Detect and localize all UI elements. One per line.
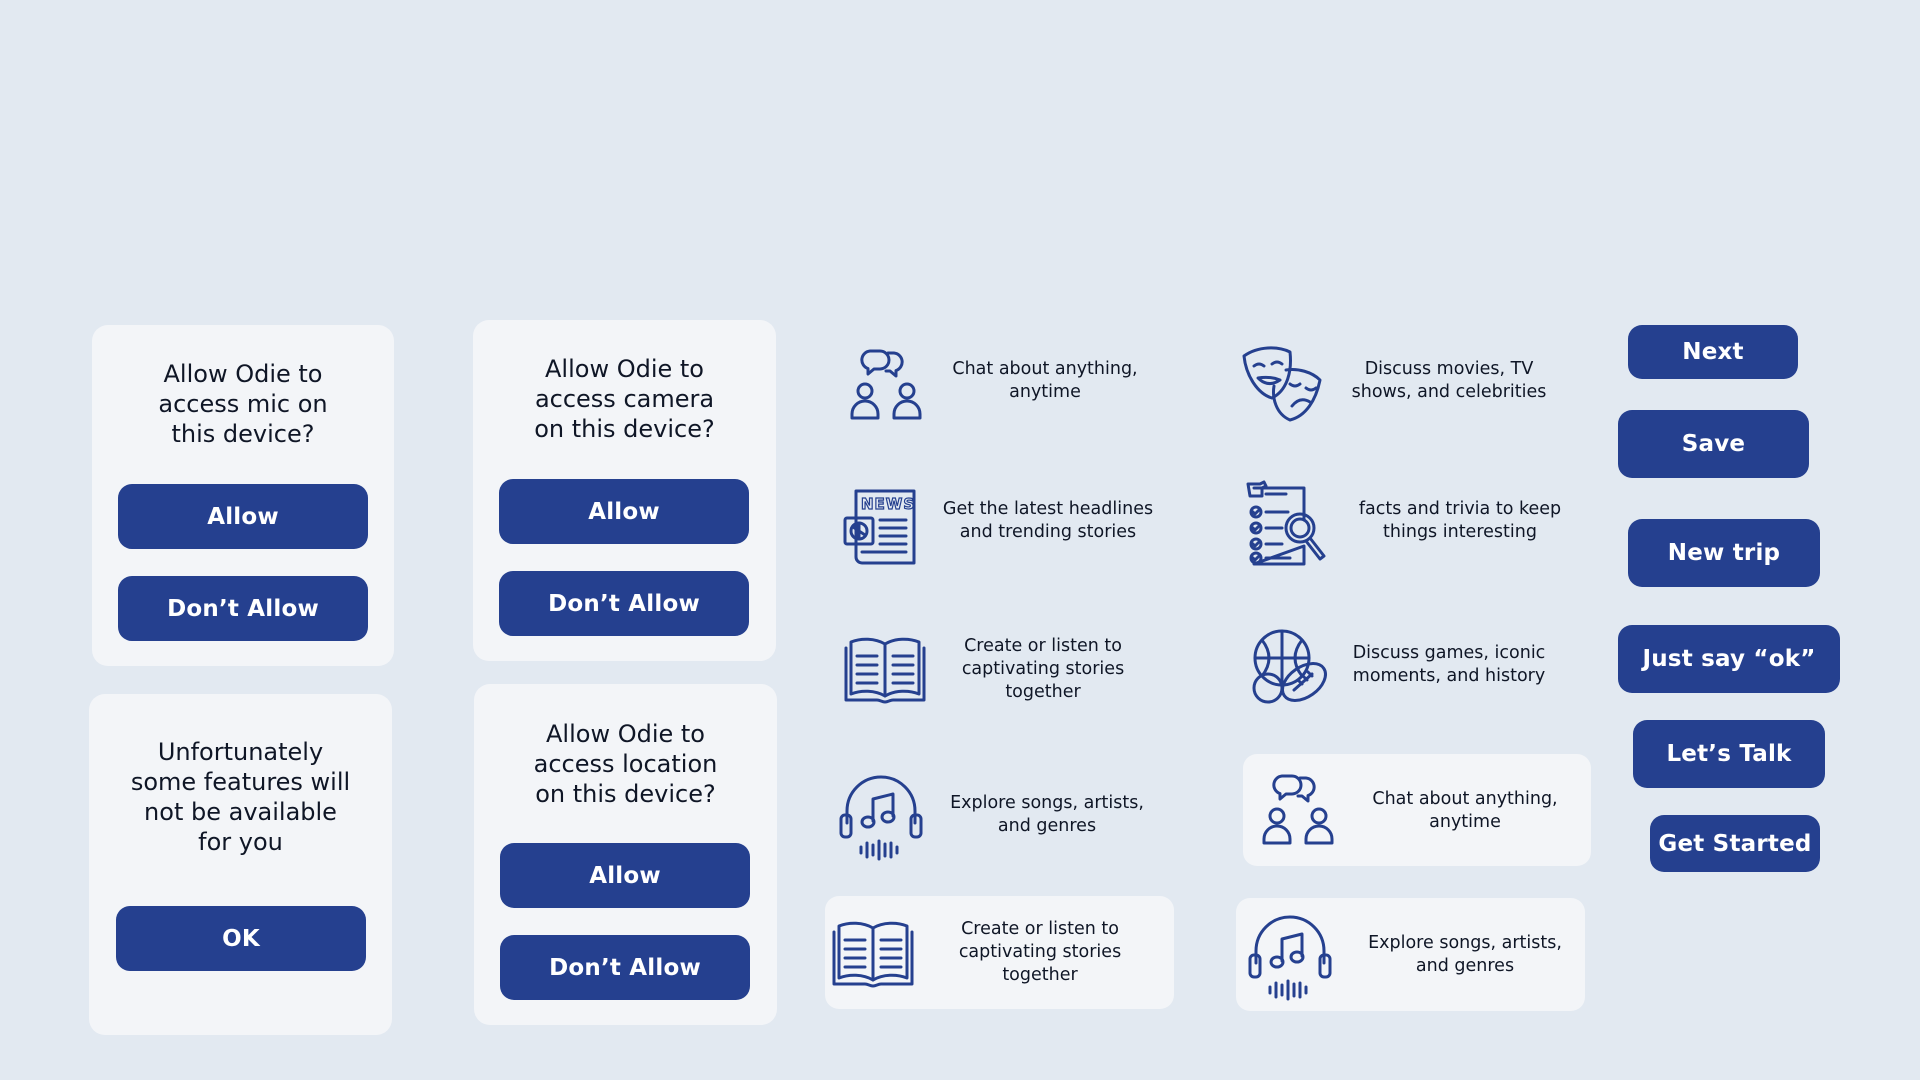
feature-item-trivia [1230,480,1560,580]
camera-dialog-title: Allow Odie to access camera on this device? [534,355,715,443]
feature-text: Create or listen to captivating stories together [958,919,1122,985]
feature-text: Get the latest headlines and trending stories [942,499,1154,542]
next-button[interactable]: Next [1628,325,1798,379]
save-button[interactable]: Save [1618,410,1809,478]
ok-button[interactable]: OK [116,906,366,971]
mic-dont-allow-button[interactable]: Don’t Allow [118,576,368,641]
camera-permission-dialog [473,320,776,661]
location-allow-button[interactable]: Allow [500,843,750,908]
mic-allow-button[interactable]: Allow [118,484,368,549]
features-unavailable-dialog [89,694,392,1035]
svg-text:NEWS: NEWS [861,495,916,513]
feature-text: Discuss games, iconic moments, and history [1352,643,1546,686]
checklist-magnifier-icon [1244,480,1328,572]
camera-dont-allow-button[interactable]: Don’t Allow [499,571,749,636]
feature-text: Explore songs, artists, and genres [1368,933,1562,976]
feature-card-chat [1243,754,1591,866]
feature-text: Chat about anything, anytime [1372,789,1558,832]
music-headphones-icon [1248,913,1332,1001]
mic-dialog-title: Allow Odie to access mic on this device? [158,360,328,448]
feature-item-sports [1230,622,1560,722]
feature-text: facts and trivia to keep things interesting [1358,499,1562,542]
open-book-icon [832,918,914,988]
feature-item-movies [1230,340,1560,440]
just-say-ok-button[interactable]: Just say “ok” [1618,625,1840,693]
camera-allow-button[interactable]: Allow [499,479,749,544]
unavailable-dialog-message: Unfortunately some features will not be available for you [130,738,351,856]
mic-permission-dialog [92,325,394,666]
newspaper-icon [842,486,920,566]
chat-people-icon [848,345,928,425]
theater-masks-icon [1238,344,1326,424]
feature-card-music [1236,898,1585,1011]
chat-people-icon [1260,770,1340,850]
lets-talk-button[interactable]: Let’s Talk [1633,720,1825,788]
feature-item-chat [838,340,1168,440]
feature-text: Chat about anything, anytime [952,359,1138,402]
sports-balls-icon [1250,628,1330,708]
location-permission-dialog [474,684,777,1025]
feature-text: Create or listen to captivating stories together [961,636,1125,702]
location-dont-allow-button[interactable]: Don’t Allow [500,935,750,1000]
feature-item-music [838,770,1168,870]
music-headphones-icon [839,773,923,861]
feature-item-stories [838,622,1168,722]
get-started-button[interactable]: Get Started [1650,815,1820,872]
feature-text: Discuss movies, TV shows, and celebrities [1351,359,1547,402]
feature-text: Explore songs, artists, and genres [950,793,1144,836]
location-dialog-title: Allow Odie to access location on this device? [533,720,718,808]
open-book-icon [844,634,926,704]
feature-item-news [838,480,1168,580]
feature-card-stories [825,896,1174,1009]
new-trip-button[interactable]: New trip [1628,519,1820,587]
